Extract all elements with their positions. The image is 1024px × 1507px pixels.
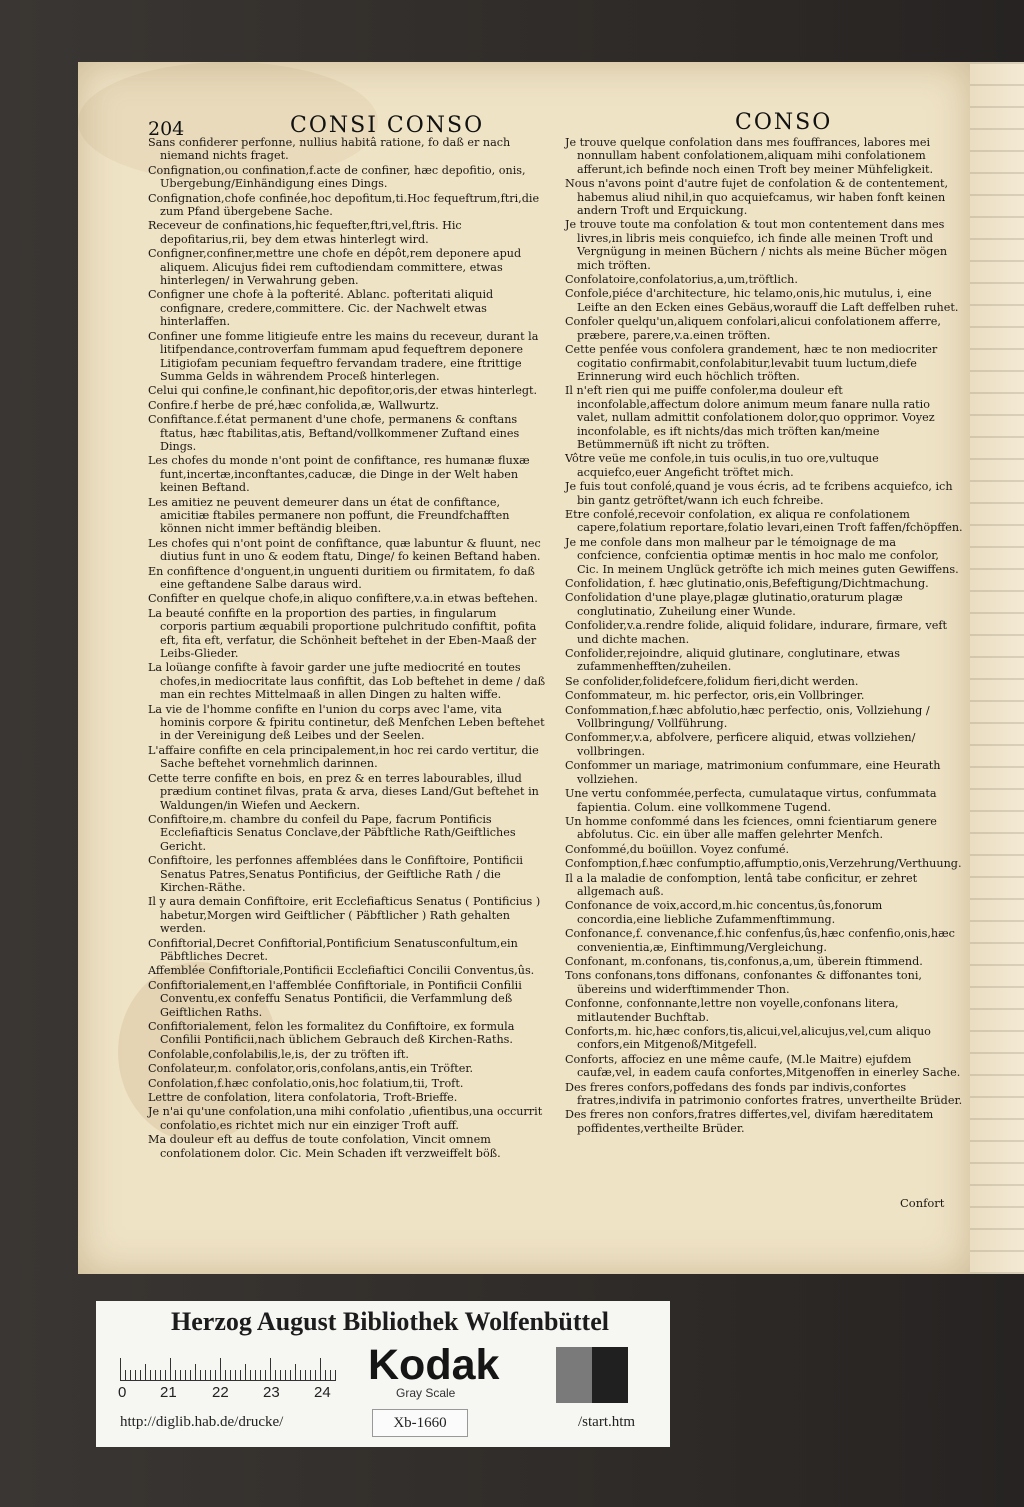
ruler-tick bbox=[175, 1370, 176, 1380]
gray-swatch-dark bbox=[592, 1347, 628, 1403]
dictionary-entry: Confole,piéce d'architecture, hic telamo,onis,hic mutulus, i, eine Leifte an den Ecken eines Gebäus,worauff die Laft deffelben ruhet. bbox=[565, 287, 959, 314]
dictionary-entry: Confignation,chofe confinée,hoc depofitum,ti.Hoc fequeftrum,ftri,die zum Pfand übergebene Sache. bbox=[148, 191, 540, 219]
dictionary-entry: Des freres non confors,fratres differtes,vel, divifam hæreditatem poffidentes,vertheilte Brüder. bbox=[565, 1108, 934, 1135]
dictionary-entry: Confoler quelqu'un,aliquem confolari,alicui confolationem afferre, præbere, parere,v.a.einen tröften. bbox=[565, 315, 941, 342]
dictionary-entry: Confiftorialement,en l'affemblée Confiftoriale, in Pontificii Confilii Conventu,ex confeffu Senatus Pontificii, die Verfammlung deß Geiftlichen Raths. bbox=[148, 978, 522, 1019]
dictionary-entry: Confonance,f. convenance,f.hic confenfus,ûs,hæc confenfio,onis,hæc convenientia,æ, Einftimmung/Vergleichung. bbox=[565, 927, 955, 954]
ruler-tick bbox=[220, 1358, 221, 1380]
ruler-tick bbox=[235, 1370, 236, 1380]
ruler-tick bbox=[265, 1370, 266, 1380]
dictionary-entry: Confolider,rejoindre, aliquid glutinare, conglutinare, etwas zufammenhefften/zuheilen. bbox=[565, 647, 900, 674]
dictionary-entry: Confonne, confonnante,lettre non voyelle,confonans litera, mitlautender Buchftab. bbox=[565, 997, 899, 1024]
dictionary-entry: Confiner une fomme litigieufe entre les mains du receveur, durant la litifpendance,controverfam fummam apud fequeftrem deponere Litigiofam pecuniam fequeftro fervandam tradere, eine ftrittige Summa Gelds in währendem Proceß hinterlegen. bbox=[148, 329, 539, 383]
dictionary-entry: Des freres confors,poffedans des fonds par indivis,confortes fratres,indivifa in patrimonio confortes fratres, unvertheilte Brüder. bbox=[565, 1080, 963, 1108]
ruler-tick bbox=[150, 1370, 151, 1380]
dictionary-entry: Tons confonans,tons diffonans, confonantes & diffonantes toni, übereins und widerftimmender Thon. bbox=[565, 969, 922, 996]
dictionary-entry: L'affaire confifte en cela principalement,in hoc rei cardo vertitur, die Sache beftehet vornehmlich darinnen. bbox=[148, 743, 539, 771]
dictionary-entry: Confommer,v.a, abfolvere, perficere aliquid, etwas vollziehen/ vollbringen. bbox=[565, 731, 916, 758]
ruler-tick bbox=[255, 1370, 256, 1380]
dictionary-entry: Confommer un mariage, matrimonium confummare, eine Heurath vollziehen. bbox=[565, 759, 941, 786]
ruler-number: 0 bbox=[118, 1384, 127, 1401]
ruler-tick bbox=[310, 1370, 311, 1380]
dictionary-entry: Confiftorial,Decret Confiftorial,Pontificium Senatusconfultum,ein Päbftliches Decret. bbox=[148, 936, 518, 963]
dictionary-entry: Confiftance.f.état permanent d'une chofe, permanens & conftans ftatus, hæc ftabilitas,atis, Beftand/vollkommener Zuftand eines Dings. bbox=[148, 413, 520, 453]
ruler-tick bbox=[240, 1370, 241, 1380]
ruler bbox=[120, 1350, 336, 1381]
dictionary-entry: Confonance de voix,accord,m.hic concentus,ûs,fonorum concordia,eine liebliche Zufammenftimmung. bbox=[565, 899, 883, 926]
ruler-tick bbox=[245, 1364, 246, 1380]
dictionary-entry: Confiftorialement, felon les formalitez du Confiftoire, ex formula Confilii Pontificii,nach üblichem Gebrauch deß Kirchen-Raths. bbox=[148, 1020, 515, 1047]
dictionary-entry: La vie de l'homme confifte en l'union du corps avec l'ame, vita hominis corpore & fpiritu continetur, deß Menfchen Leben beftehet in der Vereinigung deß Leibes und der Seelen. bbox=[148, 702, 545, 743]
dictionary-entry: Il y aura demain Confiftoire, erit Ecclefiafticus Senatus ( Pontificius ) habetur,Morgen wird Geiftlicher ( Päbftlicher ) Rath gehalten werden. bbox=[148, 895, 541, 936]
ruler-tick bbox=[305, 1370, 306, 1380]
source-url: http://diglib.hab.de/drucke/ bbox=[120, 1414, 284, 1430]
dictionary-entry: Confomption,f.hæc confumptio,affumptio,onis,Verzehrung/Verthuung. bbox=[565, 857, 962, 871]
ruler-tick bbox=[205, 1370, 206, 1380]
dictionary-entry: Configner,confiner,mettre une chofe en dépôt,rem deponere apud aliquem. Alicujus fidei rem cuftodiendam committere, etwas hinterlegen/ in Verwahrung geben. bbox=[148, 247, 522, 288]
dictionary-entry: Confolation,f.hæc confolatio,onis,hoc folatium,tii, Troft. bbox=[148, 1076, 464, 1090]
ruler-tick bbox=[250, 1370, 251, 1380]
ruler-tick bbox=[140, 1370, 141, 1380]
ruler-tick bbox=[145, 1364, 146, 1380]
dictionary-entry: Sans confiderer perfonne, nullius habitâ ratione, fo daß er nach niemand nichts fraget. bbox=[148, 136, 511, 163]
right-column bbox=[565, 136, 963, 1136]
ruler-number: 21 bbox=[160, 1384, 177, 1401]
dictionary-entry: Confonant, m.confonans, tis,confonus,a,um, überein ftimmend. bbox=[565, 954, 923, 968]
ruler-tick bbox=[215, 1370, 216, 1380]
ruler-tick bbox=[325, 1370, 326, 1380]
dictionary-entry: Confire.f herbe de pré,hæc confolida,æ, Wallwurtz. bbox=[148, 398, 439, 412]
dictionary-entry: Nous n'avons point d'autre fujet de confolation & de contentement, habemus aliud nihil,in quo acquiefcamus, wir haben fonft keinen andern Troft und Erquickung. bbox=[565, 177, 949, 218]
page-number: 204 bbox=[148, 118, 185, 140]
start-link-text: /start.htm bbox=[578, 1414, 636, 1430]
page-edge bbox=[968, 62, 1024, 1274]
dictionary-entry: Lettre de confolation, litera confolatoria, Troft-Brieffe. bbox=[148, 1091, 458, 1105]
dictionary-entry: Conforts,m. hic,hæc confors,tis,alicui,vel,alicujus,vel,cum aliquo confors,ein Mitgenoß/Mitgefell. bbox=[565, 1025, 931, 1052]
ruler-tick bbox=[135, 1370, 136, 1380]
dictionary-entry: Confommé,du boüillon. Voyez confumé. bbox=[565, 842, 790, 856]
dictionary-entry: Se confolider,folidefcere,folidum fieri,dicht werden. bbox=[565, 674, 859, 688]
ruler-number: 23 bbox=[263, 1384, 280, 1401]
dictionary-entry: Affemblée Confiftoriale,Pontificii Ecclefiaftici Concilii Conventus,ûs. bbox=[148, 964, 535, 978]
dictionary-entry: Confignation,ou confination,f.acte de confiner, hæc depofitio, onis, Ubergebung/Einhändigung eines Dings. bbox=[148, 163, 526, 191]
dictionary-entry: Confolidation d'une playe,plagæ glutinatio,oraturum plagæ conglutinatio, Zuheilung einer Wunde. bbox=[565, 591, 903, 618]
ruler-tick bbox=[320, 1358, 321, 1380]
dictionary-entry: Receveur de confinations,hic fequefter,ftri,vel,ftris. Hic depofitarius,rii, bey dem etwas hinterlegt wird. bbox=[148, 219, 462, 246]
ruler-tick bbox=[155, 1370, 156, 1380]
ruler-tick bbox=[295, 1364, 296, 1380]
dictionary-entry: Je n'ai qu'une confolation,una mihi confolatio ,ufientibus,una occurrit confolatio,es richtet mich nur ein einziger Troft auff. bbox=[148, 1105, 543, 1132]
catchword: Confort bbox=[900, 1196, 945, 1210]
ruler-tick bbox=[165, 1370, 166, 1380]
dictionary-entry: Confolable,confolabilis,le,is, der zu tröften ift. bbox=[148, 1047, 409, 1061]
dictionary-entry: Les amitiez ne peuvent demeurer dans un état de confiftance, amicitiæ ftabiles permanere non poffunt, die Freundfchafften können nicht immer beftändig bleiben. bbox=[148, 495, 510, 536]
dictionary-entry: La beauté confifte en la proportion des parties, in fingularum corporis partium æquabili proportione pulchritudo confiftit, pofita eft, fita eft, verfatur, die Schönheit beftehet in der Eben-Maaß der Leibs-Glieder. bbox=[148, 606, 537, 661]
running-header-left: CONSI CONSO bbox=[290, 113, 485, 138]
dictionary-entry: Cette penfée vous confolera grandement, hæc te non mediocriter cogitatio confirmabit,confolabitur,levabit tuum luctum,diefe Erinnerung wird euch höchlich tröften. bbox=[565, 343, 938, 383]
ruler-tick bbox=[285, 1370, 286, 1380]
ruler-tick bbox=[270, 1358, 271, 1380]
dictionary-entry: Je me confole dans mon malheur par le témoignage de ma confcience, confcientia optimæ mentis in hoc malo me confolor, Cic. In meinem Unglück getröfte ich mich meines guten Gewiffens. bbox=[565, 535, 959, 576]
ruler-tick bbox=[170, 1358, 171, 1380]
dictionary-entry: Confolatoire,confolatorius,a,um,tröftlich. bbox=[565, 273, 798, 287]
ruler-tick bbox=[315, 1370, 316, 1380]
dictionary-entry: Confolidation, f. hæc glutinatio,onis,Befeftigung/Dichtmachung. bbox=[565, 577, 929, 590]
ruler-tick bbox=[125, 1370, 126, 1380]
ruler-tick bbox=[200, 1370, 201, 1380]
dictionary-entry: Les chofes qui n'ont point de confiftance, quæ labuntur & fluunt, nec diutius funt in uno & eodem ftatu, Dinge/ fo keinen Beftand haben. bbox=[148, 536, 541, 564]
ruler-number: 22 bbox=[212, 1384, 229, 1401]
dictionary-entry: Je trouve toute ma confolation & tout mon contentement dans mes livres,in libris meis conquiefco, ich finde alle meinen Troft und Vergnügung in meinen Büchern / nichts als meine Bücher mögen mich tröften. bbox=[565, 218, 948, 272]
dictionary-entry: En confiftence d'onguent,in unguenti duritiem ou firmitatem, fo daß eine geftandene Salbe daraus wird. bbox=[148, 564, 535, 591]
ruler-tick bbox=[120, 1358, 121, 1380]
dictionary-entry: La loüange confifte à favoir garder une jufte mediocrité en toutes chofes,in mediocritate laus confiftit, das Lob beftehet in deme / daß man ein rechtes Mittelmaaß in allen Dingen zu halten wiffe. bbox=[148, 661, 546, 702]
running-header-right: CONSO bbox=[735, 110, 833, 135]
ruler-tick bbox=[290, 1370, 291, 1380]
ruler-tick bbox=[230, 1370, 231, 1380]
dictionary-entry: Vôtre veüe me confole,in tuis oculis,in tuo ore,vultuque acquiefco,euer Angeficht tröftet mich. bbox=[565, 452, 879, 479]
ruler-number: 24 bbox=[314, 1384, 331, 1401]
ruler-tick bbox=[275, 1370, 276, 1380]
dictionary-entry: Confolider,v.a.rendre folide, aliquid folidare, indurare, firmare, veft und dichte machen. bbox=[565, 619, 947, 646]
dictionary-entry: Configner une chofe à la pofterité. Ablanc. pofteritati aliquid confignare, credere,committere. Cic. der Nachwelt etwas hinterlaffen. bbox=[148, 288, 494, 329]
dictionary-entry: Confifter en quelque chofe,in aliquo confiftere,v.a.in etwas beftehen. bbox=[148, 592, 538, 606]
gray-swatch-mid bbox=[556, 1347, 592, 1403]
dictionary-entry: Confolateur,m. confolator,oris,confolans,antis,ein Tröfter. bbox=[148, 1062, 474, 1076]
dictionary-entry: Confiftoire, les perfonnes affemblées dans le Confiftoire, Pontificii Senatus Patres,Senatus Pontificius, der Geiftliche Rath / die Kirchen-Räthe. bbox=[148, 854, 524, 894]
gray-scale-label: Gray Scale bbox=[396, 1386, 456, 1400]
dictionary-entry: Celui qui confine,le confinant,hic depofitor,oris,der etwas hinterlegt. bbox=[148, 384, 538, 398]
dictionary-entry: Ma douleur eft au deffus de toute confolation, Vincit omnem confolationem dolor. Cic. Mein Schaden ift verzweiffelt böß. bbox=[148, 1133, 501, 1160]
dictionary-entry: Un homme confommé dans les fciences, omni fcientiarum genere abfolutus. Cic. ein über alle maffen gelehrter Menfch. bbox=[565, 814, 937, 842]
dictionary-entry: Confommateur, m. hic perfector, oris,ein Vollbringer. bbox=[565, 689, 865, 703]
dictionary-entry: Conforts, affociez en une même caufe, (M.le Maitre) ejufdem caufæ,vel, in eadem caufa confortes,Mitgenoffen in einerley Sache. bbox=[565, 1052, 961, 1080]
dictionary-entry: Confommation,f.hæc abfolutio,hæc perfectio, onis, Vollziehung / Vollbringung/ Vollführung. bbox=[565, 703, 930, 731]
kodak-logo: Kodak bbox=[368, 1341, 500, 1389]
dictionary-entry: Cette terre confifte en bois, en prez & en terres labourables, illud prædium continet filvas, prata & arva, dieses Land/Gut beftehet in Waldungen/in Wiefen und Aeckern. bbox=[148, 771, 539, 812]
dictionary-entry: Il n'eft rien qui me puiffe confoler,ma douleur eft inconfolable,affectum dolore animum meum fanare nulla ratio valet, nullam admittit confolationem dolor,quo opprimor. Voyez inconfolable, es ift nichts/das mich tröften kan/meine Betümmernüß ift nicht zu tröften. bbox=[565, 384, 935, 451]
dictionary-entry: Confiftoire,m. chambre du confeil du Pape, facrum Pontificis Ecclefiafticis Senatus Conclave,der Päbftliche Rath/Geiftliches Gericht. bbox=[148, 812, 516, 853]
ruler-tick bbox=[210, 1370, 211, 1380]
ruler-tick bbox=[335, 1370, 336, 1380]
shelfmark: Xb-1660 bbox=[372, 1409, 468, 1437]
page-edge-lines bbox=[968, 62, 1024, 1274]
dictionary-entry: Je fuis tout confolé,quand je vous écris, ad te fcribens acquiefco, ich bin gantz getröftet/wann ich euch fchreibe. bbox=[565, 480, 953, 507]
ruler-tick bbox=[260, 1370, 261, 1380]
ruler-tick bbox=[225, 1370, 226, 1380]
dictionary-entry: Il a la maladie de confomption, lentâ tabe conficitur, er zehret allgemach auß. bbox=[565, 871, 918, 898]
ruler-tick bbox=[130, 1370, 131, 1380]
ruler-tick bbox=[160, 1370, 161, 1380]
ruler-tick bbox=[180, 1370, 181, 1380]
ruler-tick bbox=[300, 1370, 301, 1380]
library-name: Herzog August Bibliothek Wolfenbüttel bbox=[171, 1307, 609, 1336]
ruler-tick bbox=[195, 1364, 196, 1380]
left-column bbox=[148, 136, 546, 1161]
ruler-tick bbox=[185, 1370, 186, 1380]
dictionary-entry: Une vertu confommée,perfecta, cumulataque virtus, confummata fapientia. Colum. eine vollkommene Tugend. bbox=[565, 787, 937, 814]
ruler-tick bbox=[280, 1370, 281, 1380]
dictionary-entry: Les chofes du monde n'ont point de confiftance, res humanæ fluxæ funt,incertæ,inconftantes,caducæ, die Dinge in der Welt haben keinen Beftand. bbox=[148, 454, 530, 495]
ruler-tick bbox=[190, 1370, 191, 1380]
ruler-tick bbox=[330, 1370, 331, 1380]
dictionary-entry: Etre confolé,recevoir confolation, ex aliqua re confolationem capere,folatium reportare,folatio levari,einen Troft faffen/fchöpffen. bbox=[565, 507, 963, 535]
dictionary-entry: Je trouve quelque confolation dans mes fouffrances, labores mei nonnullam habent confolationem,aliquam mihi confolationem afferunt,ich befinde noch einen Troft bey meiner Mühfeligkeit. bbox=[565, 136, 934, 176]
